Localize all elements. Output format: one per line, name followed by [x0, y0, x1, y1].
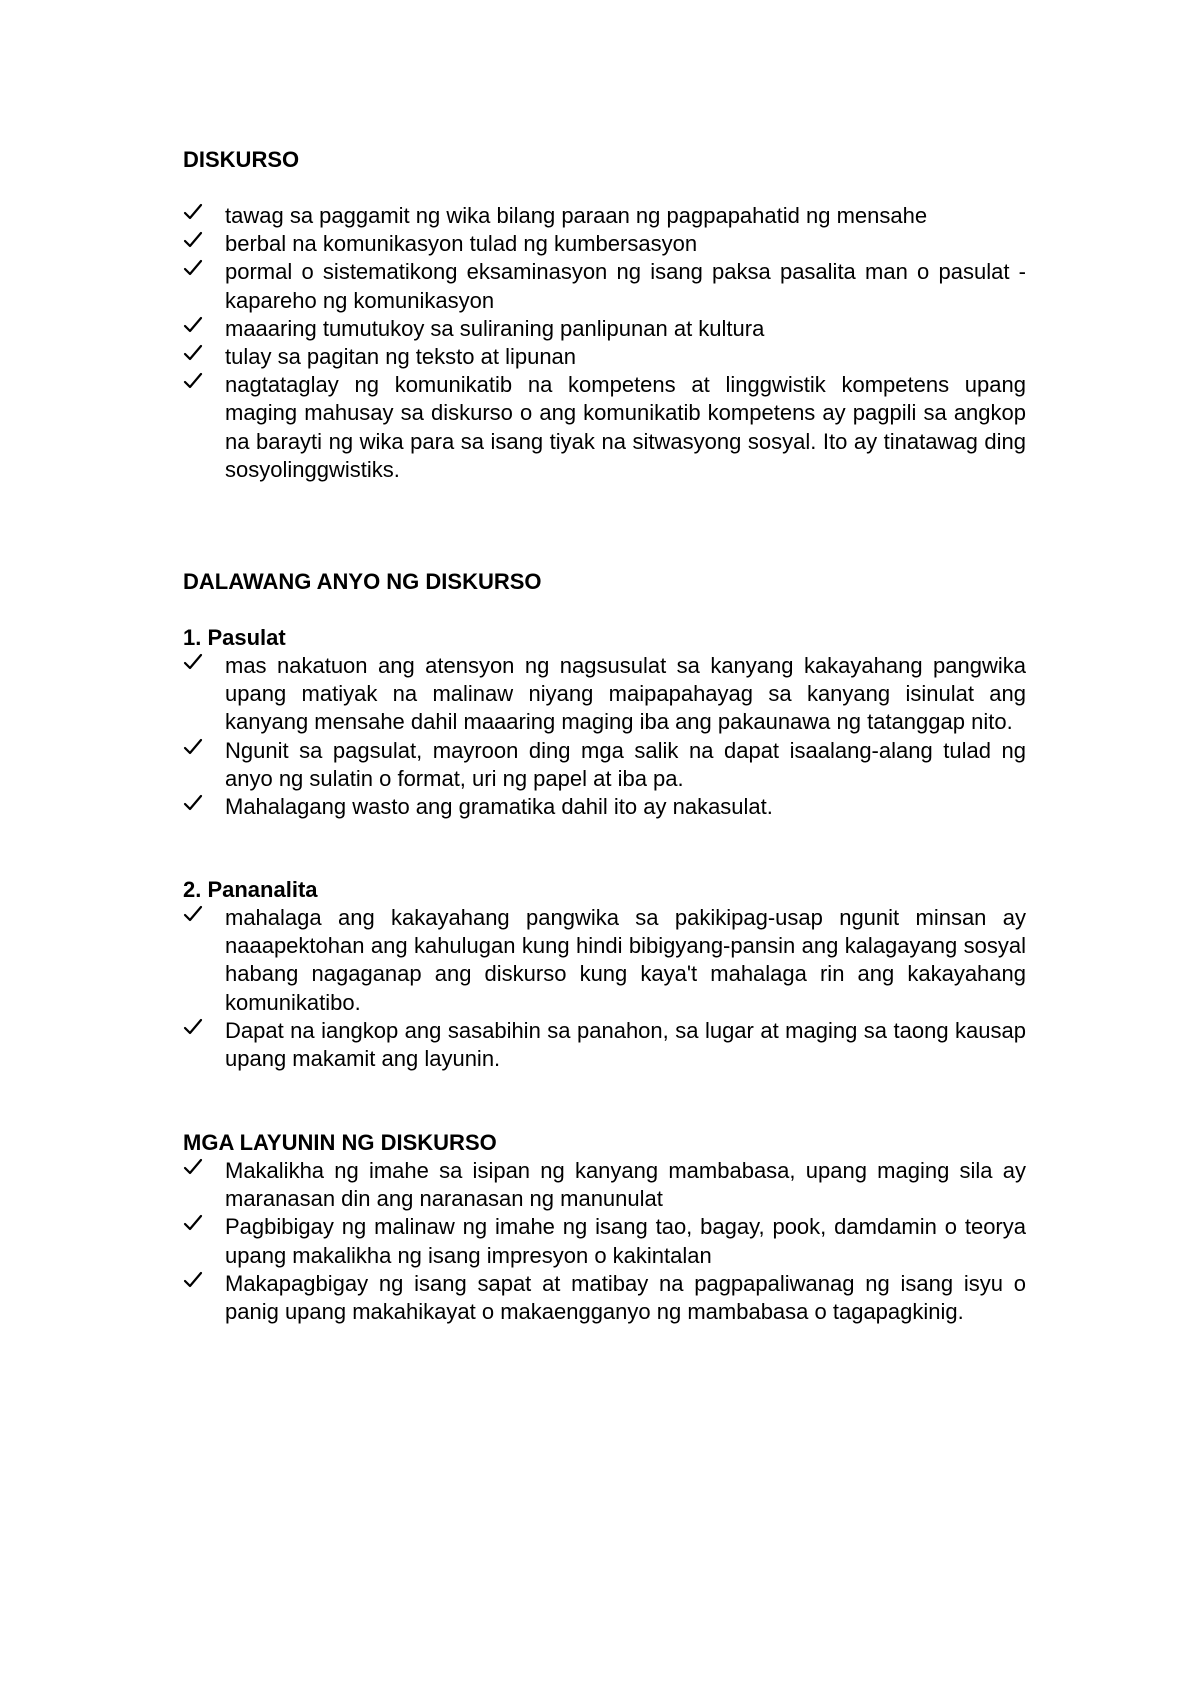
check-mark-icon [183, 343, 207, 371]
check-mark-icon [183, 1213, 207, 1241]
pananalita-list [183, 904, 1026, 1073]
section-title-diskurso: DISKURSO [183, 147, 300, 172]
list-item [183, 258, 1026, 314]
list-item-text: Ngunit sa pagsulat, mayroon ding mga salik na dapat isaalang-alang tulad ng anyo ng sulatin o format, uri ng papel at iba pa. [225, 737, 1026, 791]
list-item [183, 1157, 1026, 1213]
layunin-list [183, 1157, 1026, 1326]
list-item [183, 315, 1026, 343]
list-item-text: pormal o sistematikong eksaminasyon ng isang paksa pasalita man o pasulat -kapareho ng komunikasyon [225, 259, 1026, 313]
subsection-title-pananalita: 2. Pananalita [183, 877, 318, 902]
list-item-text: tulay sa pagitan ng teksto at lipunan [225, 344, 577, 370]
list-item [183, 793, 1026, 821]
check-mark-icon [183, 1017, 207, 1045]
list-item-text: mahalaga ang kakayahang pangwika sa pakikipag-usap ngunit minsan ay naaapektohan ang kahulugan kung hindi bibigyang-pansin ang kalagayang sosyal habang nagaganap ang diskurso kung kaya't mahalaga rin ang kakayahang komunikatibo. [225, 905, 1026, 1015]
check-mark-icon [183, 793, 207, 821]
check-mark-icon [183, 652, 207, 680]
check-mark-icon [183, 737, 207, 765]
list-item-text: Mahalagang wasto ang gramatika dahil ito ay nakasulat. [225, 794, 773, 820]
list-item-text: Dapat na iangkop ang sasabihin sa panahon, sa lugar at maging sa taong kausap upang makamit ang layunin. [225, 1017, 1026, 1072]
list-item [183, 202, 1026, 230]
check-mark-icon [183, 1270, 207, 1298]
check-mark-icon [183, 258, 207, 286]
list-item [183, 343, 1026, 371]
list-item [183, 1270, 1026, 1326]
diskurso-list [183, 202, 1026, 484]
check-mark-icon [183, 371, 207, 399]
list-item-text: nagtataglay ng komunikatib na kompetens at linggwistik kompetens upang maging mahusay sa diskurso o ang komunikatib kompetens ay pagpili sa angkop na barayti ng wika para sa isang tiyak na sitwasyong sosyal. Ito ay tinatawag ding sosyolinggwistiks. [225, 372, 1026, 482]
list-item [183, 230, 1026, 258]
list-item-text: mas nakatuon ang atensyon ng nagsusulat sa kanyang kakayahang pangwika upang matiyak na malinaw niyang maipapahayag sa kanyang isinulat ang kanyang mensahe dahil maaaring maging iba ang pakaunawa ng tatanggap nito. [225, 653, 1026, 735]
list-item-text: maaaring tumutukoy sa suliraning panlipunan at kultura [225, 315, 765, 341]
pasulat-list [183, 652, 1026, 821]
list-item [183, 652, 1026, 737]
list-item [183, 904, 1026, 1017]
list-item-text: tawag sa paggamit ng wika bilang paraan ng pagpapahatid ng mensahe [225, 203, 928, 228]
list-item-text: Makapagbigay ng isang sapat at matibay na pagpapaliwanag ng isang isyu o panig upang makahikayat o makaengganyo ng mambabasa o tagapagkinig. [225, 1270, 1026, 1325]
list-item-text: Makalikha ng imahe sa isipan ng kanyang mambabasa, upang maging sila ay maranasan din ang naranasan ng manunulat [225, 1158, 1026, 1212]
list-item [183, 1017, 1026, 1073]
check-mark-icon [183, 315, 207, 343]
list-item [183, 371, 1026, 484]
list-item [183, 1213, 1026, 1269]
subsection-title-pasulat: 1. Pasulat [183, 625, 286, 650]
list-item-text: Pagbibigay ng malinaw ng imahe ng isang tao, bagay, pook, damdamin o teorya upang makalikha ng isang impresyon o kakintalan [225, 1214, 1026, 1268]
check-mark-icon [183, 202, 207, 230]
check-mark-icon [183, 1157, 207, 1185]
list-item-text: berbal na komunikasyon tulad ng kumbersasyon [225, 231, 698, 257]
list-item [183, 737, 1026, 793]
section-title-mga-layunin: MGA LAYUNIN NG DISKURSO [183, 1130, 497, 1155]
check-mark-icon [183, 230, 207, 258]
section-title-dalawang-anyo: DALAWANG ANYO NG DISKURSO [183, 569, 542, 594]
check-mark-icon [183, 904, 207, 932]
